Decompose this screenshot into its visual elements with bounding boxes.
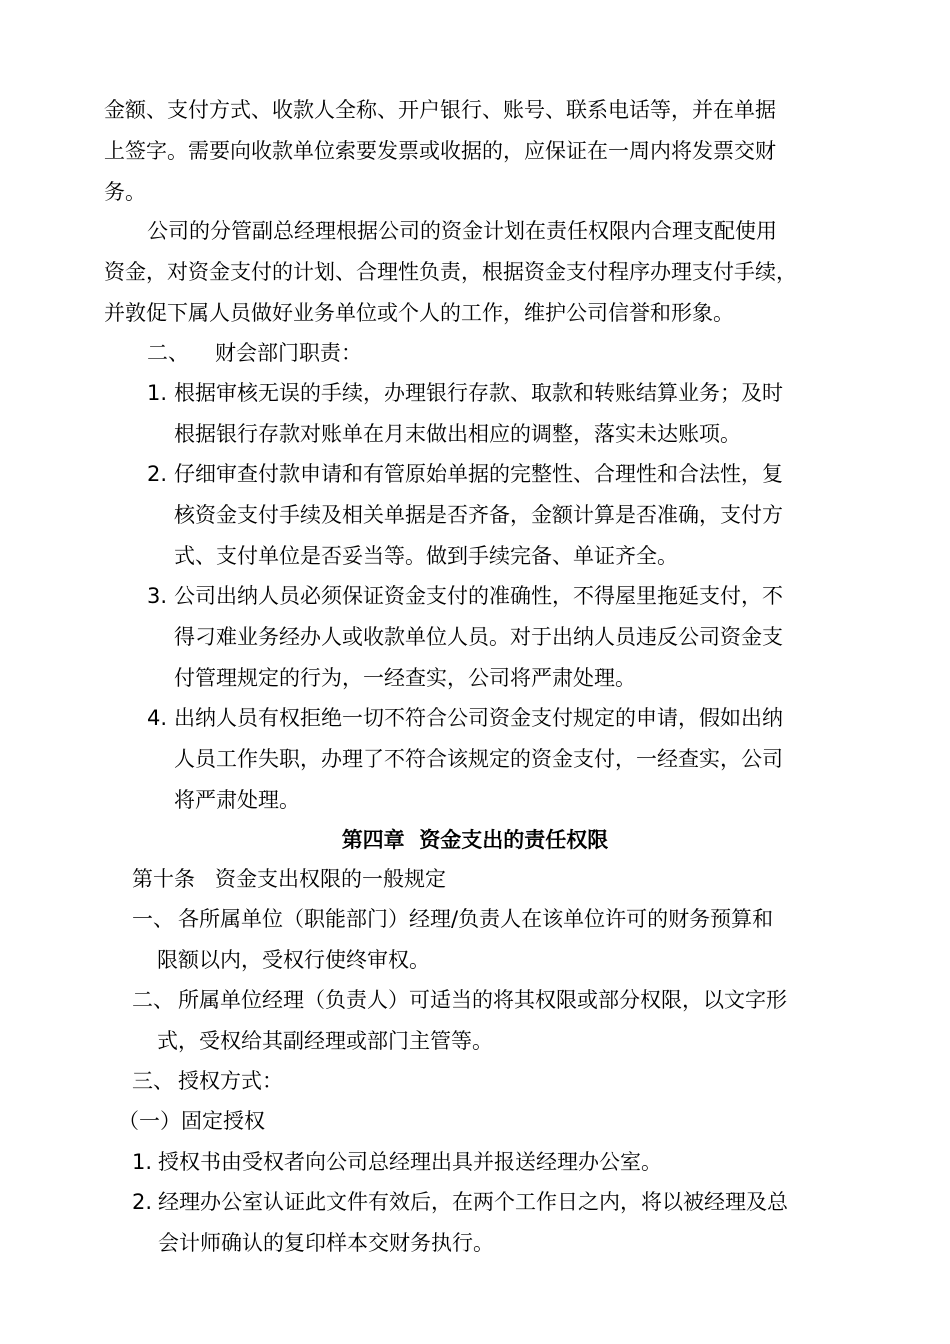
section-2-heading: 财会部门职责： [215,341,362,365]
duty-2-line-2: 核资金支付手续及相关单据是否齐备，金额计算是否准确，支付方 [174,503,783,527]
rule-1-line-1: 各所属单位（职能部门）经理/负责人在该单位许可的财务预算和 [178,907,774,931]
rule-1-number: 一、 [132,907,174,931]
duty-3-line-2: 得刁难业务经办人或收款单位人员。对于出纳人员违反公司资金支 [174,625,783,649]
paragraph-2-line-3: 并敦促下属人员做好业务单位或个人的工作，维护公司信誉和形象。 [104,301,734,325]
auth-item-1-line-1: 授权书由受权者向公司总经理出具并报送经理办公室。 [158,1150,662,1174]
duty-3-line-1: 公司出纳人员必须保证资金支付的准确性，不得屋里拖延支付，不 [174,584,783,608]
auth-item-2-number: 2. [132,1190,153,1214]
auth-item-2-line-1: 经理办公室认证此文件有效后，在两个工作日之内，将以被经理及总 [158,1190,788,1214]
fixed-authorization-heading: （一）固定授权 [118,1109,265,1133]
rule-2-line-1: 所属单位经理（负责人）可适当的将其权限或部分权限，以文字形 [178,988,787,1012]
rule-1-line-2: 限额以内，受权行使终审权。 [157,948,430,972]
duty-1-number: 1. [147,381,168,405]
duty-2-line-1: 仔细审查付款申请和有管原始单据的完整性、合理性和合法性，复 [174,462,783,486]
paragraph-2-line-2: 资金，对资金支付的计划、合理性负责，根据资金支付程序办理支付手续， [104,260,797,284]
paragraph-1-line-3: 务。 [104,180,146,204]
rule-2-line-2: 式，受权给其副经理或部门主管等。 [157,1029,493,1053]
duty-4-line-2: 人员工作失职，办理了不符合该规定的资金支付，一经查实，公司 [174,747,783,771]
paragraph-1-line-1: 金额、支付方式、收款人全称、开户银行、账号、联系电话等，并在单据 [104,98,776,122]
duty-1-line-2: 根据银行存款对账单在月末做出相应的调整，落实未达账项。 [174,422,741,446]
duty-4-line-1: 出纳人员有权拒绝一切不符合公司资金支付规定的申请，假如出纳 [174,706,783,730]
article-10-heading: 第十条 资金支出权限的一般规定 [132,867,447,891]
auth-item-2-line-2: 会计师确认的复印样本交财务执行。 [158,1231,494,1255]
duty-1-line-1: 根据审核无误的手续，办理银行存款、取款和转账结算业务；及时 [174,381,783,405]
duty-4-number: 4. [147,706,168,730]
rule-3-number: 三、 [132,1069,174,1093]
rule-2-number: 二、 [132,988,174,1012]
chapter-title: 第四章 资金支出的责任权限 [341,828,609,852]
section-2-number: 二、 [147,341,189,365]
rule-3-line-1: 授权方式： [178,1069,283,1093]
duty-2-line-3: 式、支付单位是否妥当等。做到手续完备、单证齐全。 [174,544,678,568]
duty-2-number: 2. [147,462,168,486]
paragraph-2-line-1: 公司的分管副总经理根据公司的资金计划在责任权限内合理支配使用 [147,219,777,243]
paragraph-1-line-2: 上签字。需要向收款单位索要发票或收据的，应保证在一周内将发票交财 [104,139,776,163]
duty-3-number: 3. [147,584,168,608]
duty-4-line-3: 将严肃处理。 [174,788,300,812]
duty-3-line-3: 付管理规定的行为，一经查实，公司将严肃处理。 [174,666,636,690]
auth-item-1-number: 1. [132,1150,153,1174]
